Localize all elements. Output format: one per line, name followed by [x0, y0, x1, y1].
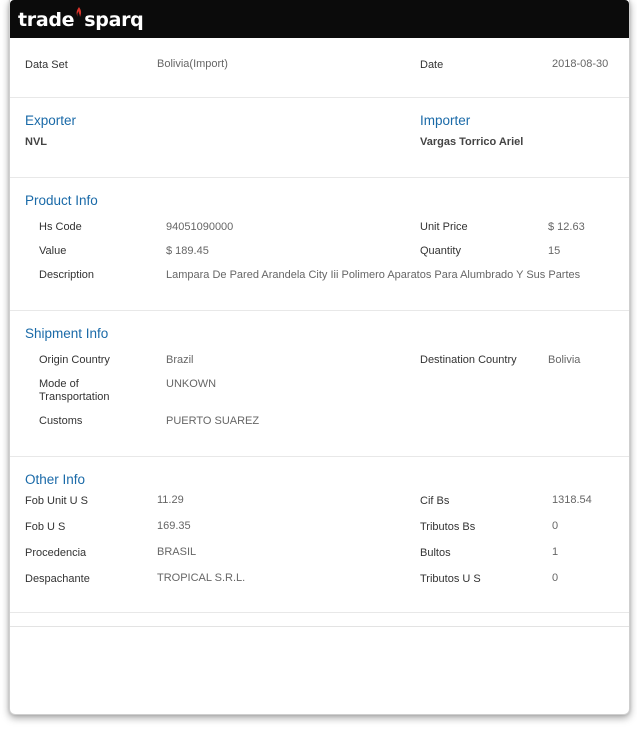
dataset-label: Data Set [25, 59, 68, 71]
other-info-section [10, 457, 629, 613]
despachante-label: Despachante [25, 573, 90, 585]
footer-divider [10, 626, 629, 627]
dataset-value: Bolivia(Import) [157, 58, 228, 70]
tradesparq-logo[interactable] [18, 7, 143, 33]
procedencia-value: BRASIL [157, 546, 197, 558]
product-info-section [10, 178, 629, 311]
product-info-title: Product Info [25, 193, 98, 208]
summary-section [10, 38, 629, 98]
parties-section [10, 98, 629, 178]
destination-country-value: Bolivia [548, 354, 581, 366]
mode-of-transportation-label: Mode of Transportation [39, 378, 110, 403]
hs-code-value: 94051090000 [166, 221, 234, 233]
tributos-bs-label: Tributos Bs [420, 521, 476, 533]
flame-icon [76, 7, 82, 17]
despachante-value: TROPICAL S.R.L. [157, 572, 246, 584]
exporter-title: Exporter [25, 113, 77, 128]
shipment-info-title: Shipment Info [25, 326, 109, 341]
bultos-label: Bultos [420, 547, 451, 559]
fob-unit-us-value: 11.29 [157, 494, 184, 506]
tributos-bs-value: 0 [552, 520, 559, 532]
unit-price-value: $ 12.63 [548, 221, 585, 233]
hs-code-label: Hs Code [39, 221, 82, 233]
importer-value: Vargas Torrico Ariel [420, 136, 524, 148]
logo-text-sparq: sparq [84, 9, 144, 31]
bultos-value: 1 [552, 546, 559, 558]
quantity-label: Quantity [420, 245, 461, 257]
date-label: Date [420, 59, 444, 71]
top-bar [10, 0, 629, 38]
description-label: Description [39, 269, 95, 281]
customs-label: Customs [39, 415, 83, 427]
exporter-value: NVL [25, 136, 47, 148]
cif-bs-value: 1318.54 [552, 494, 592, 506]
record-card [9, 0, 630, 715]
other-info-title: Other Info [25, 472, 86, 487]
fob-us-label: Fob U S [25, 521, 66, 533]
destination-country-label: Destination Country [420, 354, 517, 366]
tributos-us-label: Tributos U S [420, 573, 481, 585]
fob-unit-us-label: Fob Unit U S [25, 495, 88, 507]
cif-bs-label: Cif Bs [420, 495, 450, 507]
mode-of-transportation-value: UNKOWN [166, 378, 217, 390]
shipment-info-section [10, 311, 629, 457]
origin-country-label: Origin Country [39, 354, 110, 366]
origin-country-value: Brazil [166, 354, 194, 366]
value-value: $ 189.45 [166, 245, 209, 257]
description-value: Lampara De Pared Arandela City Iii Polimero Aparatos Para Alumbrado Y Sus Partes [166, 269, 581, 281]
procedencia-label: Procedencia [25, 547, 87, 559]
fob-us-value: 169.35 [157, 520, 191, 532]
value-label: Value [39, 245, 67, 257]
unit-price-label: Unit Price [420, 221, 468, 233]
tributos-us-value: 0 [552, 572, 559, 584]
quantity-value: 15 [548, 245, 561, 257]
logo-text-trade: trade [18, 9, 75, 31]
date-value: 2018-08-30 [552, 58, 609, 70]
customs-value: PUERTO SUAREZ [166, 415, 260, 427]
importer-title: Importer [420, 113, 471, 128]
